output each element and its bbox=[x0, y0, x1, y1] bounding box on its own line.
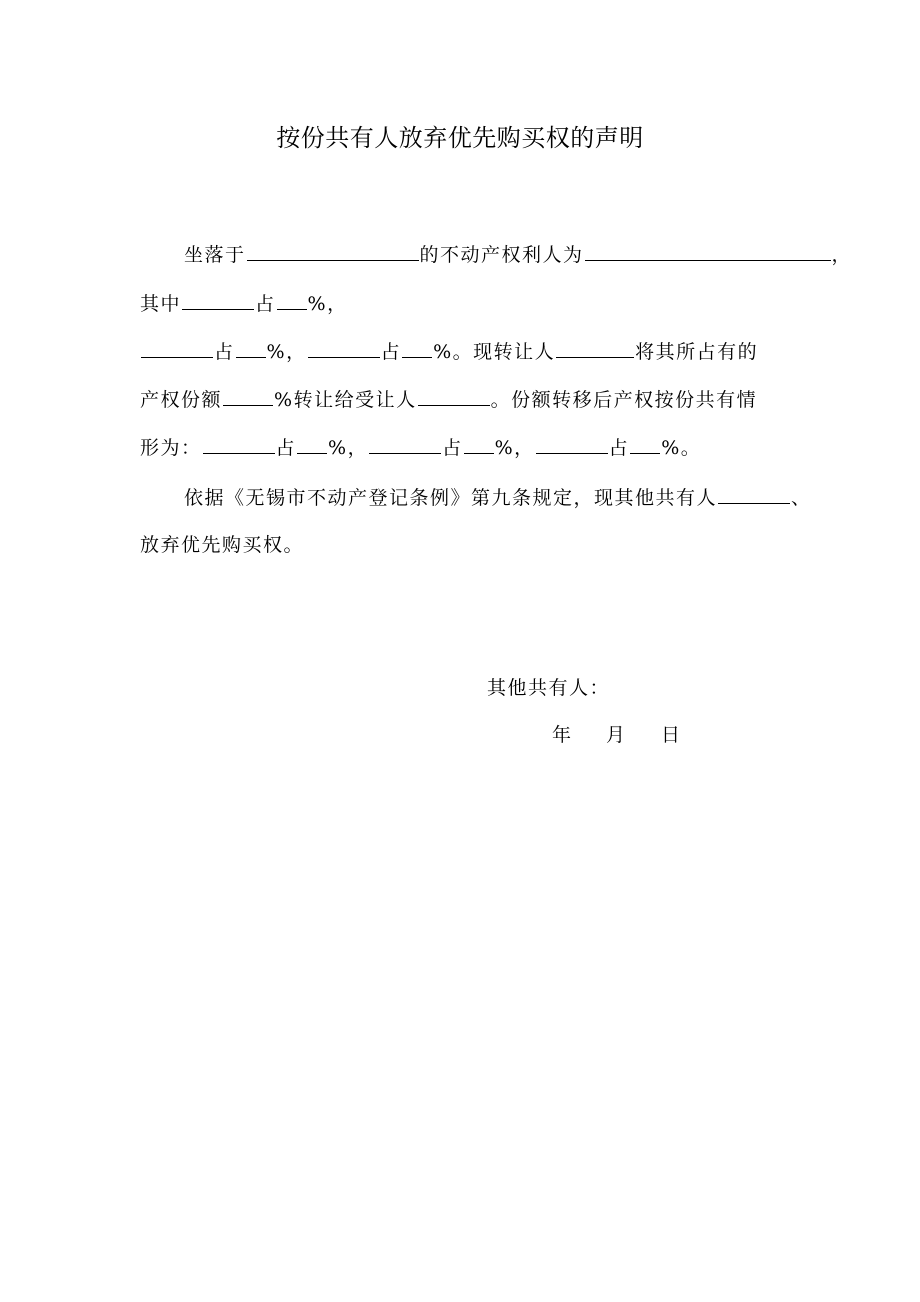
paragraph-line-6 bbox=[184, 485, 812, 510]
date-day-label: 日 bbox=[661, 724, 682, 746]
text-share: 占 bbox=[608, 437, 630, 459]
blank-new-owner-2[interactable] bbox=[369, 435, 441, 454]
blank-transferor[interactable] bbox=[556, 339, 634, 358]
blank-transfer-percent[interactable] bbox=[223, 387, 273, 406]
blank-location[interactable] bbox=[247, 242, 419, 261]
text-property-share: 产权份额 bbox=[140, 389, 223, 411]
blank-new-owner-1[interactable] bbox=[203, 435, 275, 454]
text-percent: %， bbox=[328, 437, 369, 459]
blank-new-percent-3[interactable] bbox=[630, 435, 660, 454]
text-percent: %， bbox=[494, 437, 535, 459]
text-share: 占 bbox=[275, 437, 297, 459]
blank-new-percent-1[interactable] bbox=[297, 435, 327, 454]
text-after-transfer: 。份额转移后产权按份共有情 bbox=[490, 389, 758, 411]
date-year-label: 年 bbox=[552, 724, 573, 746]
text-situation: 形为： bbox=[140, 437, 202, 459]
blank-new-owner-3[interactable] bbox=[536, 435, 608, 454]
paragraph-line-4 bbox=[140, 387, 757, 412]
blank-owner-3[interactable] bbox=[308, 339, 380, 358]
text-regulation-basis: 依据《无锡市不动产登记条例》第九条规定，现其他共有人 bbox=[184, 487, 718, 509]
paragraph-line-7 bbox=[140, 533, 304, 557]
text-owned-share: 将其所占有的 bbox=[635, 341, 759, 363]
paragraph-line-1 bbox=[184, 242, 852, 267]
document-title: 按份共有人放弃优先购买权的声明 bbox=[276, 124, 644, 152]
text-among: 其中 bbox=[140, 293, 182, 315]
date-month-label: 月 bbox=[606, 724, 627, 746]
text-transfer-to: %转让给受让人 bbox=[274, 389, 417, 411]
text-enumeration-comma: 、 bbox=[791, 487, 812, 509]
paragraph-line-2 bbox=[140, 291, 348, 316]
text-share: 占 bbox=[214, 341, 235, 363]
text-comma: ， bbox=[831, 244, 853, 266]
blank-transferee[interactable] bbox=[418, 387, 490, 406]
blank-percent-3[interactable] bbox=[402, 339, 432, 358]
text-waive-right: 放弃优先购买权。 bbox=[140, 534, 305, 556]
blank-rights-holder[interactable] bbox=[585, 242, 831, 261]
blank-new-percent-2[interactable] bbox=[464, 435, 494, 454]
text-share: 占 bbox=[442, 437, 463, 459]
text-percent: %， bbox=[266, 341, 307, 363]
text-percent: %， bbox=[307, 293, 348, 315]
blank-owner-2[interactable] bbox=[141, 339, 213, 358]
blank-owner-1[interactable] bbox=[182, 291, 254, 310]
paragraph-line-3 bbox=[140, 339, 758, 364]
text-share: 占 bbox=[255, 293, 276, 315]
blank-percent-2[interactable] bbox=[236, 339, 266, 358]
text-transferor: %。现转让人 bbox=[433, 341, 556, 363]
text-percent-end: %。 bbox=[661, 437, 702, 459]
text-located-at: 坐落于 bbox=[184, 244, 246, 266]
blank-percent-1[interactable] bbox=[277, 291, 307, 310]
paragraph-line-5 bbox=[140, 435, 701, 460]
text-share: 占 bbox=[380, 341, 402, 363]
signature-label: 其他共有人： bbox=[487, 677, 611, 699]
blank-other-co-owner[interactable] bbox=[718, 485, 790, 504]
text-rights-holder: 的不动产权利人为 bbox=[419, 244, 584, 266]
